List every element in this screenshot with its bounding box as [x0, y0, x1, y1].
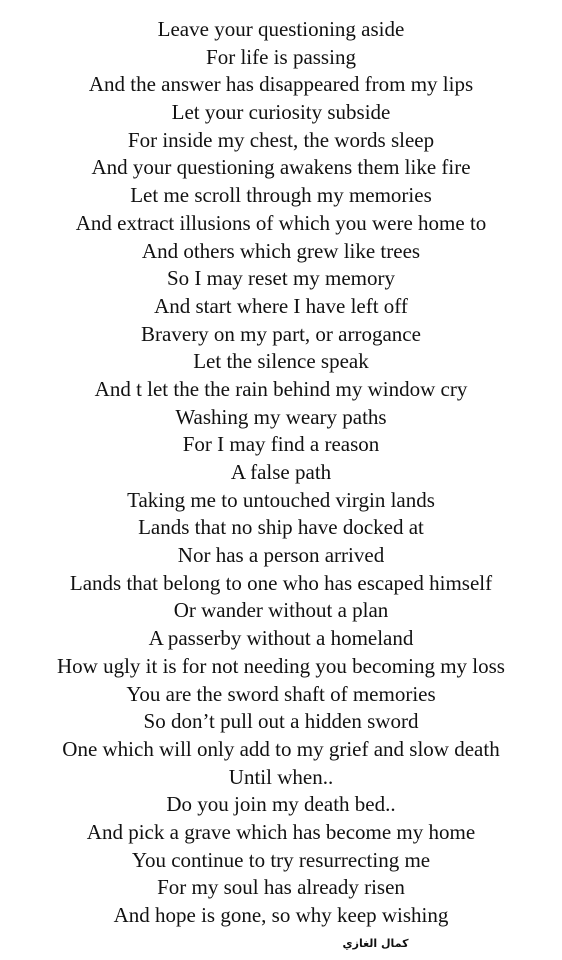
poem-text [0, 16, 562, 930]
poem-line: And t let the the rain behind my window cry [94, 376, 468, 401]
poem-line: How ugly it is for not needing you becoming my loss [57, 653, 505, 678]
poem-line: And hope is gone, so why keep wishing [113, 903, 449, 927]
poem-line: And pick a grave which has become my home [86, 819, 476, 844]
poem-line: And extract illusions of which you were home to [75, 210, 487, 235]
poem-line: For inside my chest, the words sleep [127, 127, 435, 152]
poem-line: You are the sword shaft of memories [126, 681, 436, 706]
poem-line: So don’t pull out a hidden sword [143, 709, 419, 734]
poem-line: And others which grew like trees [141, 238, 421, 263]
poem-line: Washing my weary paths [175, 404, 387, 429]
poem-line: Do you join my death bed.. [166, 792, 396, 817]
poem-line: Lands that belong to one who has escaped himself [69, 570, 493, 595]
poem-line: A false path [230, 460, 332, 484]
poem-line: Taking me to untouched virgin lands [127, 487, 435, 512]
poem-line: A passerby without a homeland [148, 626, 414, 651]
author-signature: كمال الغازي [342, 937, 409, 950]
poem-line: You continue to try resurrecting me [131, 847, 431, 872]
poem-line: So I may reset my memory [166, 266, 396, 291]
poem-line: Bravery on my part, or arrogance [141, 321, 421, 346]
poem-line: Leave your questioning aside [157, 17, 405, 41]
poem-line: Let me scroll through my memories [130, 183, 432, 208]
poem-line: And your questioning awakens them like fire [91, 155, 471, 180]
poem-line: Let the silence speak [193, 349, 369, 374]
poem-line: Nor has a person arrived [177, 543, 385, 568]
poem-line: For my soul has already risen [157, 875, 405, 900]
poem-line: Lands that no ship have docked at [138, 515, 424, 540]
poem-line: For I may find a reason [182, 432, 380, 457]
poem-line: And the answer has disappeared from my lips [88, 72, 474, 97]
poem-line: Or wander without a plan [173, 598, 389, 623]
poem-line: And start where I have left off [154, 293, 408, 318]
poem-line: One which will only add to my grief and slow death [62, 736, 500, 761]
poem-line: Let your curiosity subside [171, 100, 391, 125]
poem-line: For life is passing [206, 44, 356, 69]
poem-line: Until when.. [228, 764, 334, 789]
